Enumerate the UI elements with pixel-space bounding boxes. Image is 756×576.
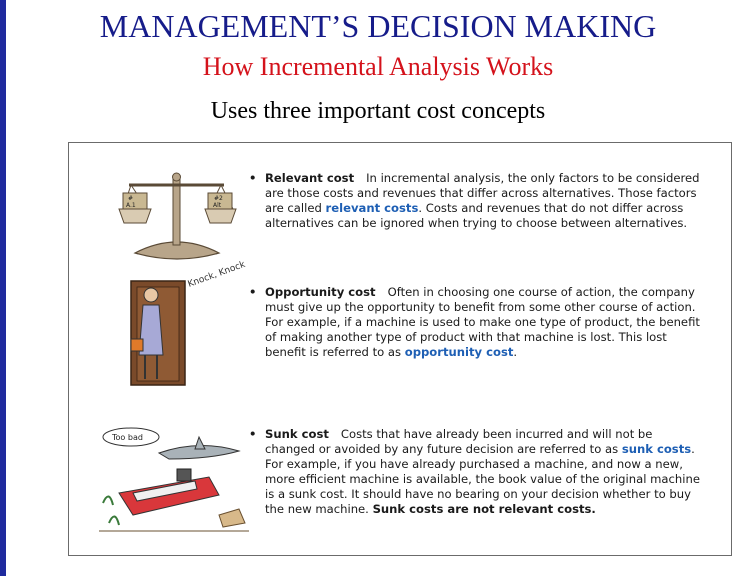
- concept-relevant-cost: [249, 171, 705, 231]
- shipwreck-illustration: [99, 423, 249, 533]
- bullet-marker: •: [249, 427, 257, 441]
- concept-text-end: .: [513, 345, 518, 359]
- concept-text-end: . Costs and revenues that do not differ across alternatives can be ignored when trying to choose between alternatives.: [265, 201, 688, 230]
- concepts-panel: [68, 142, 732, 556]
- concept-term: Opportunity cost: [265, 285, 376, 299]
- concept-term: Sunk cost: [265, 427, 329, 441]
- concept-opportunity-cost: [249, 285, 705, 360]
- bullet-marker: •: [249, 171, 257, 185]
- scale-left-mark: #: [128, 195, 134, 202]
- door-knock-illustration: [129, 259, 247, 387]
- shark-speech-text: Too bad: [112, 433, 143, 442]
- slide-caption: Uses three important cost concepts: [210, 98, 546, 124]
- scale-right-label: Alt: [213, 202, 222, 209]
- concept-text-end: . For example, if you have already purchased a machine, and now a new, more efficient machine is available, the book value of the original machine is a sunk cost. It should have no bearing on your decision whether to buy the new machine.: [265, 442, 700, 516]
- slide-subtitle: How Incremental Analysis Works: [202, 52, 554, 81]
- concept-text: Often in choosing one course of action, the company must give up the opportunity to benefit from some other course of action. For example, if a machine is used to make one type of product, the benefit of making another type of product with that machine is lost. This lost benefit is referred to as: [265, 285, 700, 359]
- concept-highlight: sunk costs: [621, 442, 692, 456]
- concept-sunk-cost: [249, 427, 705, 517]
- knock-speech-text: Knock, Knock: [186, 259, 247, 290]
- bullet-marker: •: [249, 285, 257, 299]
- concept-term: Relevant cost: [265, 171, 355, 185]
- slide-title: MANAGEMENT’S DECISION MAKING: [99, 8, 657, 44]
- balance-scale-illustration: [117, 169, 237, 261]
- concept-closing-statement: Sunk costs are not relevant costs.: [372, 502, 596, 516]
- concept-highlight: relevant costs: [325, 201, 419, 215]
- scale-left-label: A.1: [126, 202, 136, 209]
- scale-right-mark: #2: [214, 195, 223, 202]
- concept-text: Costs that have already been incurred and will not be changed or avoided by any future decision are referred to as: [265, 427, 653, 456]
- concept-text: In incremental analysis, the only factors to be considered are those costs and revenues that differ across alternatives. Those factors are called: [265, 171, 700, 215]
- concept-highlight: opportunity cost: [404, 345, 514, 359]
- slide-accent-bar: [0, 0, 6, 576]
